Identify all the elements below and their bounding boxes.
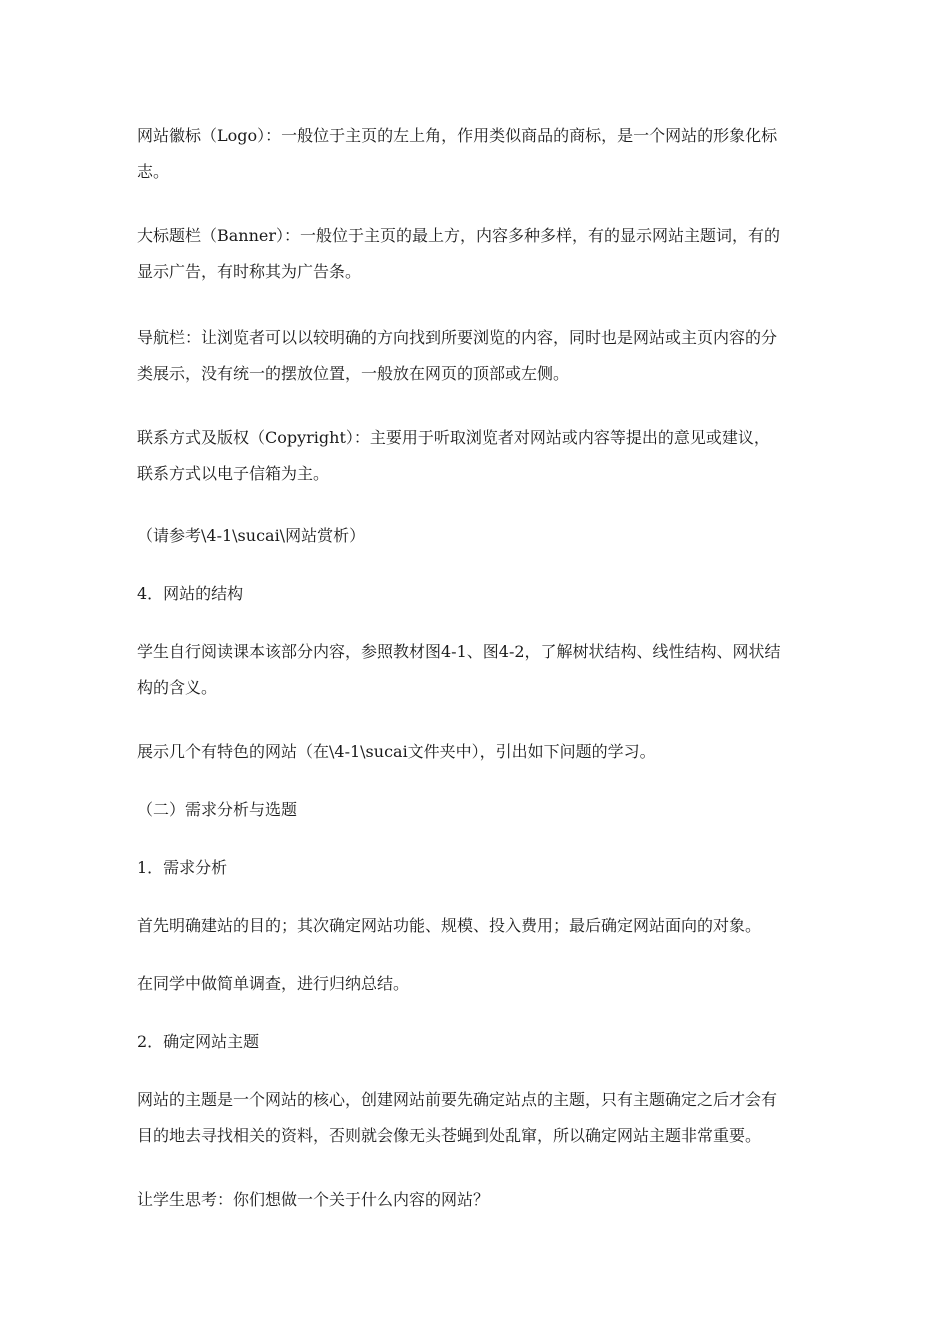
paragraph-structure-reading — [137, 634, 817, 706]
text-line: 学生自行阅读课本该部分内容，参照教材图4-1、图4-2，了解树状结构、线性结构、网状结 — [137, 642, 781, 661]
heading-site-structure — [137, 576, 817, 612]
text-line: 显示广告，有时称其为广告条。 — [137, 262, 362, 281]
paragraph-survey — [137, 966, 817, 1002]
text-line: 展示几个有特色的网站（在\4-1\sucai文件夹中），引出如下问题的学习。 — [137, 742, 656, 761]
text-line: 在同学中做简单调查，进行归纳总结。 — [137, 974, 410, 993]
text-line: 大标题栏（Banner）：一般位于主页的最上方，内容多种多样，有的显示网站主题词，有的 — [137, 226, 781, 245]
text-line: 网站的主题是一个网站的核心，创建网站前要先确定站点的主题，只有主题确定之后才会有 — [137, 1090, 778, 1109]
paragraph-navbar — [137, 320, 817, 392]
text-line: 目的地去寻找相关的资料，否则就会像无头苍蝇到处乱窜，所以确定网站主题非常重要。 — [137, 1126, 762, 1145]
heading-requirements-topic — [137, 792, 817, 828]
text-line: 导航栏：让浏览者可以以较明确的方向找到所要浏览的内容，同时也是网站或主页内容的分 — [137, 328, 778, 347]
paragraph-logo — [137, 118, 817, 190]
paragraph-reference — [137, 518, 817, 554]
text-line: （二）需求分析与选题 — [137, 800, 298, 819]
paragraph-showcase — [137, 734, 817, 770]
text-line: 联系方式以电子信箱为主。 — [137, 464, 330, 483]
heading-requirements-analysis — [137, 850, 817, 886]
text-line: 1．需求分析 — [137, 858, 228, 877]
paragraph-banner — [137, 218, 817, 290]
text-line: 首先明确建站的目的；其次确定网站功能、规模、投入费用；最后确定网站面向的对象。 — [137, 916, 762, 935]
paragraph-student-question — [137, 1182, 817, 1218]
paragraph-theme-core — [137, 1082, 817, 1154]
paragraph-site-purpose — [137, 908, 817, 944]
paragraph-copyright — [137, 420, 817, 492]
text-line: 志。 — [137, 162, 170, 181]
text-line: （请参考\4-1\sucai\网站赏析） — [137, 526, 366, 545]
text-line: 2．确定网站主题 — [137, 1032, 260, 1051]
text-line: 类展示，没有统一的摆放位置，一般放在网页的顶部或左侧。 — [137, 364, 570, 383]
text-line: 让学生思考：你们想做一个关于什么内容的网站？ — [137, 1190, 490, 1209]
text-line: 构的含义。 — [137, 678, 218, 697]
text-line: 网站徽标（Logo）：一般位于主页的左上角，作用类似商品的商标，是一个网站的形象化标 — [137, 126, 778, 145]
text-line: 4．网站的结构 — [137, 584, 244, 603]
heading-site-theme — [137, 1024, 817, 1060]
text-line: 联系方式及版权（Copyright）：主要用于听取浏览者对网站或内容等提出的意见或建议， — [137, 428, 770, 447]
